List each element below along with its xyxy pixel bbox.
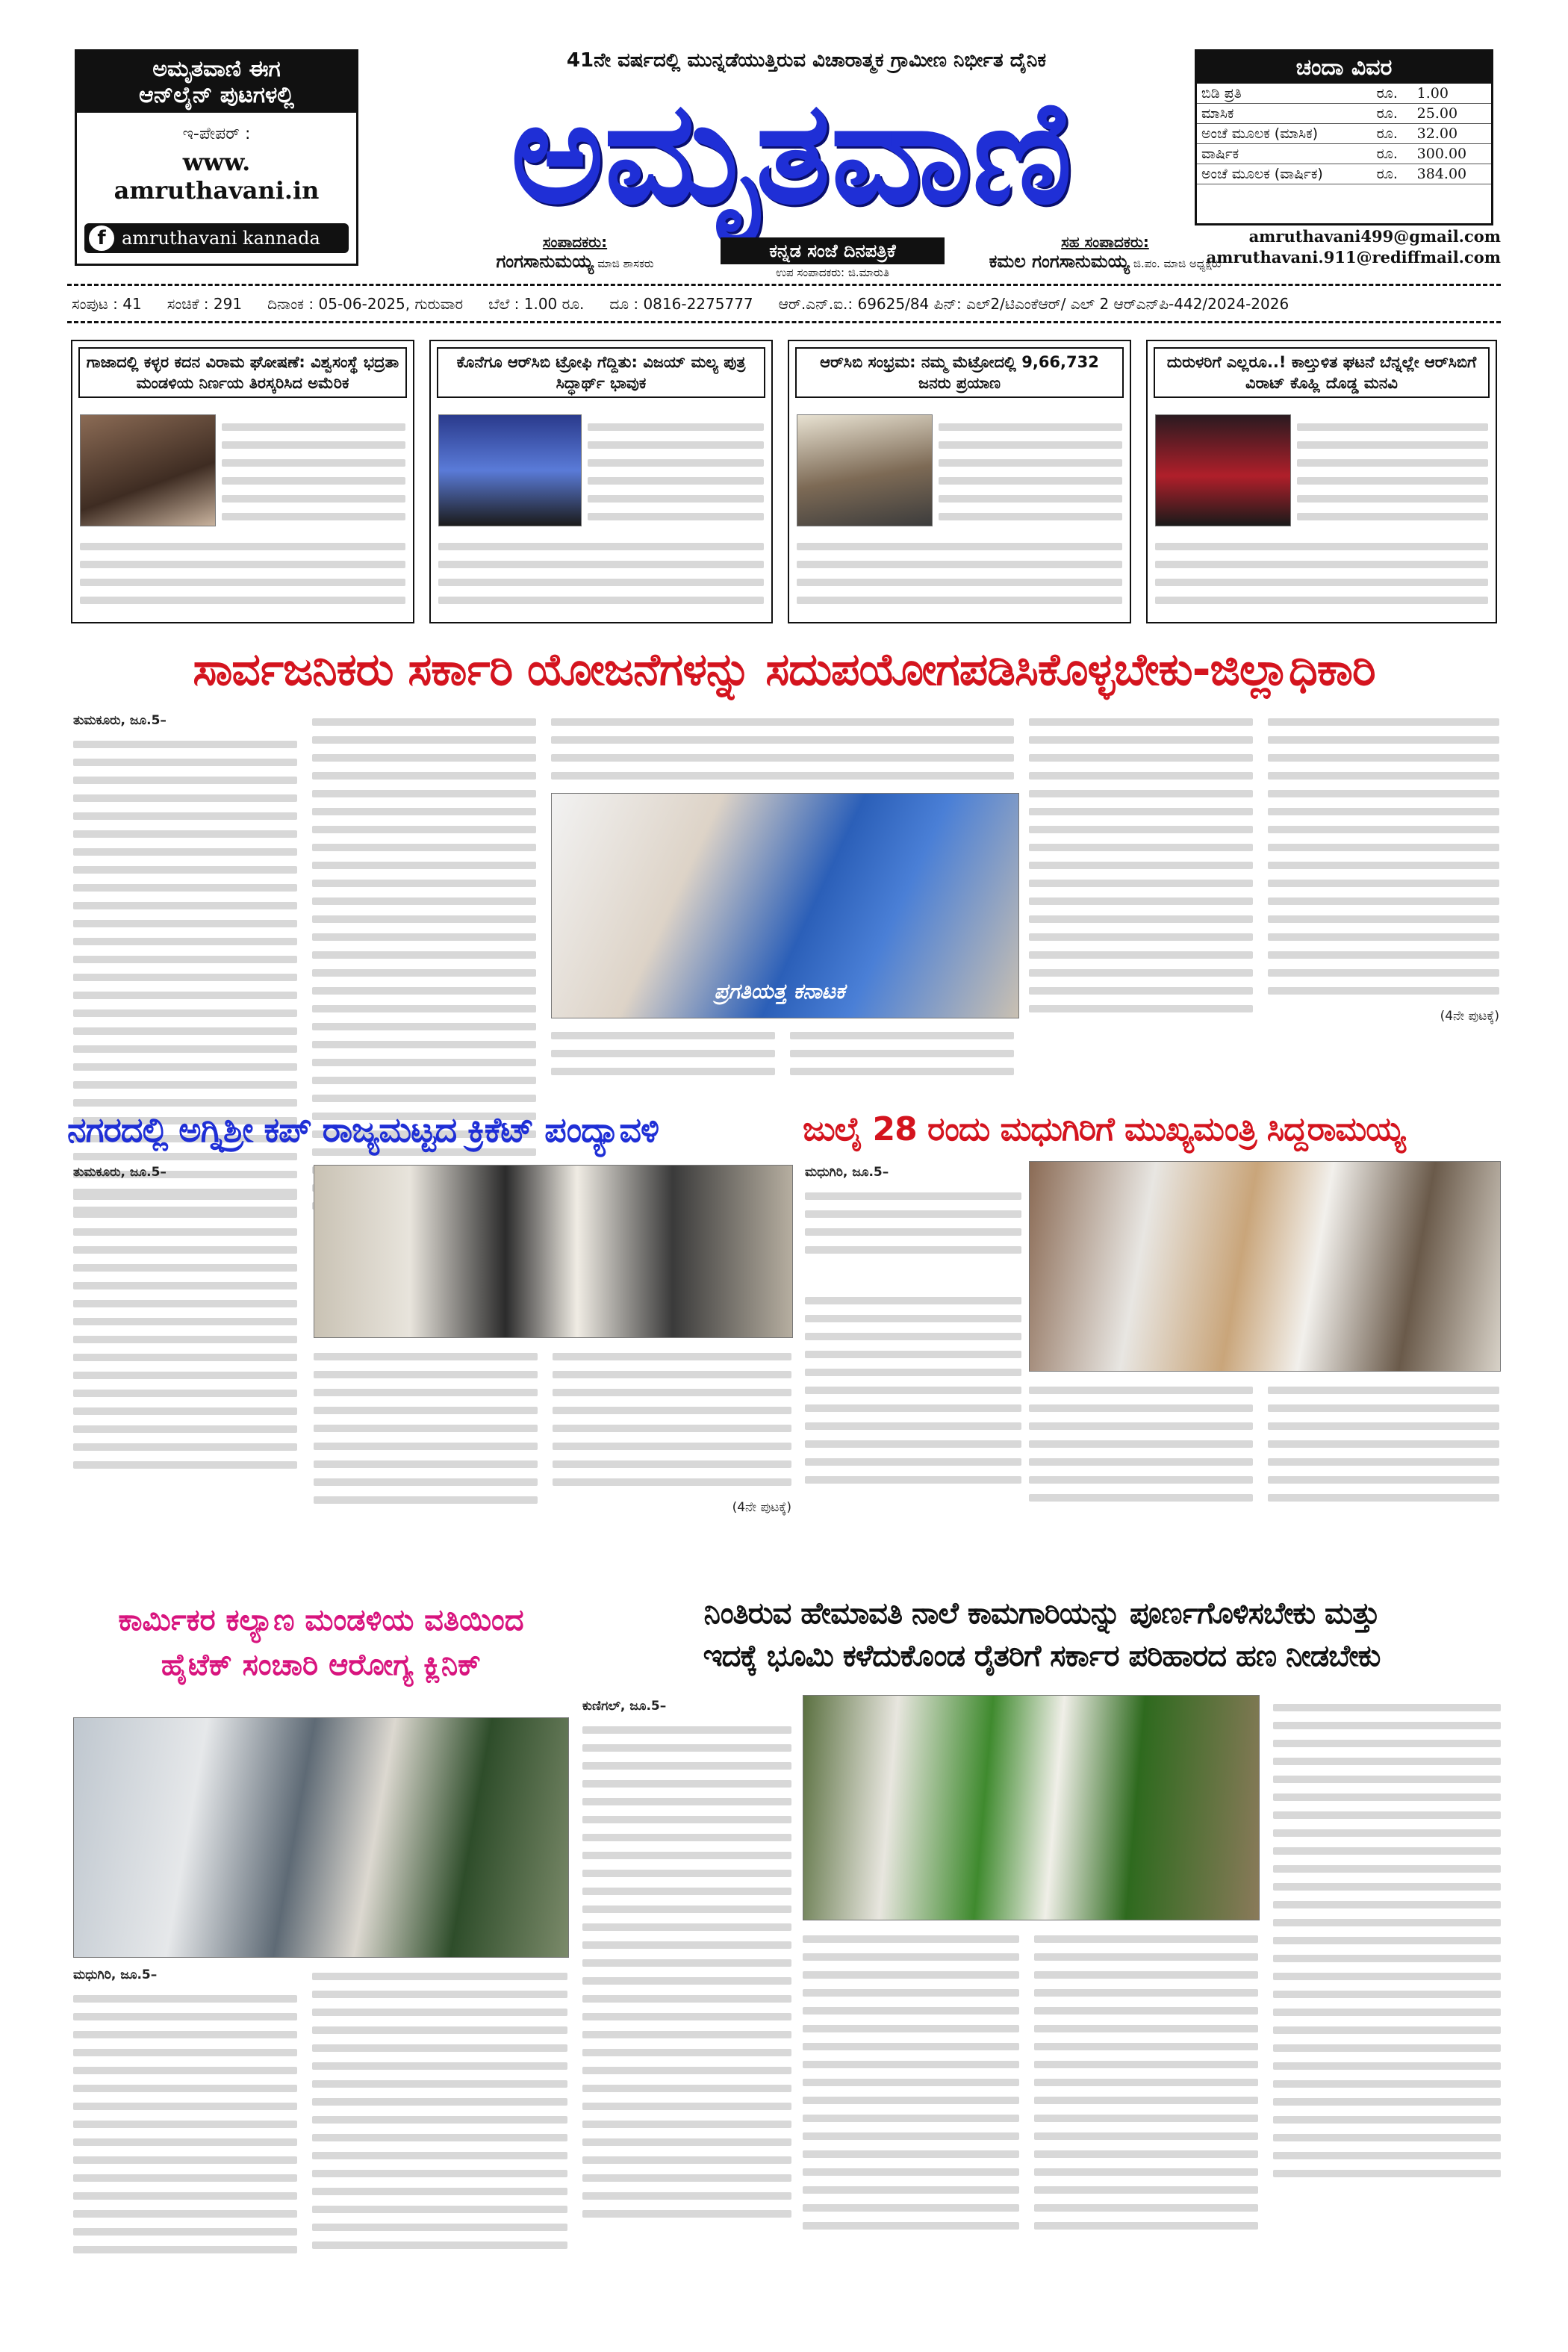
story3-col-1 (805, 1161, 1021, 1281)
teaser-headline: ಕೊನೆಗೂ ಆರ್‌ಸಿಬಿ ಟ್ರೋಫಿ ಗೆದ್ದಿತು: ವಿಜಯ್ ಮಲ್ಯ ಪುತ್ರ ಸಿದ್ಧಾರ್ಥ್ ಭಾವುಕ (437, 347, 765, 398)
rate-label: ಮಾಸಿಕ (1197, 104, 1372, 124)
teaser-photo (797, 414, 933, 526)
rate-row (1197, 164, 1491, 184)
lead-col-5 (1029, 709, 1253, 1098)
story3-headline: ಜುಲೈ 28 ರಂದು ಮಧುಗಿರಿಗೆ ಮುಖ್ಯಮಂತ್ರಿ ಸಿದ್ದರಾಮಯ್ಯ (803, 1110, 1405, 1148)
story4-photo (73, 1717, 569, 1958)
email-2[interactable]: amruthavani.911@rediffmail.com (1206, 248, 1501, 267)
rate-row (1197, 124, 1491, 144)
story5-col-2 (803, 1926, 1019, 2337)
lead-col-4-bottom (790, 1023, 1014, 1105)
online-line1: ಅಮೃತವಾಣಿ ಈಗ (152, 56, 281, 82)
subscription-box (1195, 49, 1493, 225)
rate-amount: 300.00 (1413, 144, 1491, 164)
teaser-headline: ಗಾಜಾದಲ್ಲಿ ಕಳ್ಳರ ಕದನ ವಿರಾಮ ಘೋಷಣೆ: ವಿಶ್ವಸಂಸ್ಥೆ ಭದ್ರತಾ ಮಂಡಳಿಯ ನಿರ್ಣಯ ತಿರಸ್ಕರಿಸಿದ ಅಮೆರಿಕ (78, 347, 407, 398)
story5-headline-2: ಇದಕ್ಕೆ ಭೂಮಿ ಕಳೆದುಕೊಂಡ ರೈತರಿಗೆ ಸರ್ಕಾರ ಪರಿಹಾರದ ಹಣ ನೀಡಬೇಕು (703, 1639, 1381, 1673)
story2-col-2 (314, 1344, 538, 1561)
teaser-4[interactable] (1146, 340, 1497, 623)
rate-currency: ರೂ. (1372, 164, 1413, 184)
rate-currency: ರೂ. (1372, 124, 1413, 144)
lead-col-3-top (551, 709, 1014, 791)
teaser-3[interactable] (788, 340, 1131, 623)
price: ಬೆಲೆ : 1.00 ರೂ. (488, 295, 585, 313)
story2-col-3 (553, 1344, 791, 1561)
rate-currency: ರೂ. (1372, 144, 1413, 164)
phone: ದೂ : 0816-2275777 (609, 295, 753, 313)
masthead-title: ಅಮೃತವಾಣಿ (510, 70, 1073, 235)
teaser-1[interactable] (71, 340, 414, 623)
rate-label: ಅಂಚೆ ಮೂಲಕ (ಮಾಸಿಕ) (1197, 124, 1372, 144)
rate-currency: ರೂ. (1372, 84, 1413, 104)
story5-headline-1: ನಿಂತಿರುವ ಹೇಮಾವತಿ ನಾಲೆ ಕಾಮಗಾರಿಯನ್ನು ಪೂರ್ಣಗೊಳಿಸಬೇಕು ಮತ್ತು (703, 1596, 1380, 1631)
sub-editor: ಉಪ ಸಂಪಾದಕರು: ಜಿ.ಮಾರುತಿ (776, 266, 889, 279)
lead-col-3-bottom (551, 1023, 775, 1105)
teaser-photo (438, 414, 582, 526)
assoc-editor-label: ಸಹ ಸಂಪಾದಕರು: (1061, 233, 1149, 251)
story2-col-1 (73, 1161, 297, 1557)
facebook-handle[interactable]: amruthavani kannada (122, 228, 320, 249)
story3-photo (1029, 1161, 1501, 1372)
teaser-photo (1155, 414, 1291, 526)
story5-col-3 (1034, 1926, 1258, 2337)
registration: ಆರ್.ಎನ್.ಐ.: 69625/84 ಪಿನ್: ಎಲ್2/ಟಿಎಂಕೆಆರ್/ ಎಲ್ 2 ಆರ್‌ಎನ್‌ಪಿ-442/2024-2026 (778, 295, 1289, 313)
date: ದಿನಾಂಕ : 05-06-2025, ಗುರುವಾರ (267, 295, 464, 313)
rate-amount: 384.00 (1413, 164, 1491, 184)
subscription-title: ಚಂದಾ ವಿವರ (1197, 52, 1491, 84)
subtitle: ಕನ್ನಡ ಸಂಜೆ ದಿನಪತ್ರಿಕೆ (721, 237, 945, 264)
tagline: 41ನೇ ವರ್ಷದಲ್ಲಿ ಮುನ್ನಡೆಯುತ್ತಿರುವ ವಿಚಾರಾತ್ಮಕ ಗ್ರಾಮೀಣ ನಿರ್ಭೀತ ದೈನಿಕ (566, 49, 1047, 72)
lead-dateline: ತುಮಕೂರು, ಜೂ.5– (73, 713, 167, 728)
editor-name: ಗಂಗಸಾನುಮಯ್ಯ (496, 251, 594, 272)
rate-amount: 1.00 (1413, 84, 1491, 104)
lead-col-6 (1268, 709, 1499, 1098)
issue: ಸಂಚಿಕೆ : 291 (167, 295, 243, 313)
editor-note: ಮಾಜಿ ಶಾಸಕರು (597, 257, 654, 270)
rate-amount: 25.00 (1413, 104, 1491, 124)
story5-photo (803, 1695, 1260, 1920)
divider (67, 321, 1501, 323)
assoc-editor-note: ಜಿ.ಪಂ. ಮಾಜಿ ಅಧ್ಯಕ್ಷರು (1133, 257, 1222, 270)
teaser-headline: ಆರ್‌ಸಿಬಿ ಸಂಭ್ರಮ: ನಮ್ಮ ಮೆಟ್ರೋದಲ್ಲಿ 9,66,732 ಜನರು ಪ್ರಯಾಣ (795, 347, 1124, 398)
teaser-photo (80, 414, 216, 526)
rate-label: ಬಿಡಿ ಪ್ರತಿ (1197, 84, 1372, 104)
rate-row (1197, 104, 1491, 124)
story3-dateline: ಮಧುಗಿರಿ, ಜೂ.5– (805, 1165, 889, 1180)
editor-block (418, 233, 732, 272)
story2-photo (314, 1165, 793, 1338)
info-bar (72, 291, 1498, 317)
story3-col-2 (1029, 1378, 1253, 1557)
lead-headline: ಸಾರ್ವಜನಿಕರು ಸರ್ಕಾರಿ ಯೋಜನೆಗಳನ್ನು ಸದುಪಯೋಗಪಡಿಸಿಕೊಳ್ಳಬೇಕು-ಜಿಲ್ಲಾಧಿಕಾರಿ (193, 644, 1375, 696)
story5-col-4 (1273, 1695, 1501, 2337)
email-1[interactable]: amruthavani499@gmail.com (1248, 227, 1501, 246)
teaser-headline: ದುರುಳರಿಗೆ ಎಲ್ಲರೂ..! ಕಾಲ್ತುಳಿತ ಘಟನೆ ಬೆನ್ನಲ್ಲೇ ಆರ್‌ಸಿಬಿಗೆ ವಿರಾಟ್ ಕೊಹ್ಲಿ ದೊಡ್ಡ ಮನವಿ (1154, 347, 1490, 398)
online-box (75, 49, 358, 266)
story5-dateline: ಕುಣಿಗಲ್, ಜೂ.5– (582, 1699, 667, 1714)
story4-headline-1: ಕಾರ್ಮಿಕರ ಕಲ್ಯಾಣ ಮಂಡಳಿಯ ವತಿಯಿಂದ (118, 1603, 524, 1637)
story4-headline-2: ಹೈಟೆಕ್ ಸಂಚಾರಿ ಆರೋಗ್ಯ ಕ್ಲಿನಿಕ್ (161, 1648, 482, 1682)
rate-currency: ರೂ. (1372, 104, 1413, 124)
epaper-label: ಇ-ಪೇಪರ್ : (182, 125, 251, 143)
story3-col-1b (805, 1288, 1021, 1557)
editor-label: ಸಂಪಾದಕರು: (542, 233, 608, 251)
story5-col-1 (582, 1695, 791, 2337)
rate-row (1197, 144, 1491, 164)
divider (67, 284, 1501, 286)
assoc-editor-name: ಕಮಲ ಗಂಗಸಾನುಮಯ್ಯ (989, 251, 1130, 272)
online-line2: ಆನ್‌ಲೈನ್ ಪುಟಗಳಲ್ಲಿ (139, 82, 294, 108)
story2-continued: (4ನೇ ಪುಟಕ್ಕೆ) (732, 1500, 791, 1515)
lead-photo-caption: ಪ್ರಗತಿಯತ್ತ ಕನಾಟಕ (714, 979, 845, 1004)
story4-dateline: ಮಧುಗಿರಿ, ಜೂ.5– (73, 1967, 158, 1982)
facebook-icon: f (89, 225, 114, 251)
rate-row (1197, 84, 1491, 104)
rate-label: ವಾರ್ಷಿಕ (1197, 144, 1372, 164)
story2-dateline: ತುಮಕೂರು, ಜೂ.5– (73, 1165, 167, 1180)
story3-col-3 (1268, 1378, 1499, 1557)
rate-label: ಅಂಚೆ ಮೂಲಕ (ವಾರ್ಷಿಕ) (1197, 164, 1372, 184)
teaser-2[interactable] (429, 340, 773, 623)
story4-col-1 (73, 1964, 297, 2337)
story4-col-2 (312, 1964, 567, 2337)
lead-photo (551, 793, 1019, 1018)
rate-amount: 32.00 (1413, 124, 1491, 144)
lead-continued: (4ನೇ ಪುಟಕ್ಕೆ) (1440, 1009, 1499, 1024)
volume: ಸಂಪುಟ : 41 (72, 295, 142, 313)
subscription-table (1197, 84, 1491, 184)
story2-headline: ನಗರದಲ್ಲಿ ಅಗ್ನಿಶ್ರೀ ಕಪ್ ರಾಜ್ಯಮಟ್ಟದ ಕ್ರಿಕೆಟ್ ಪಂದ್ಯಾವಳಿ (67, 1110, 659, 1150)
website-link[interactable]: www. amruthavani.in (113, 148, 320, 205)
